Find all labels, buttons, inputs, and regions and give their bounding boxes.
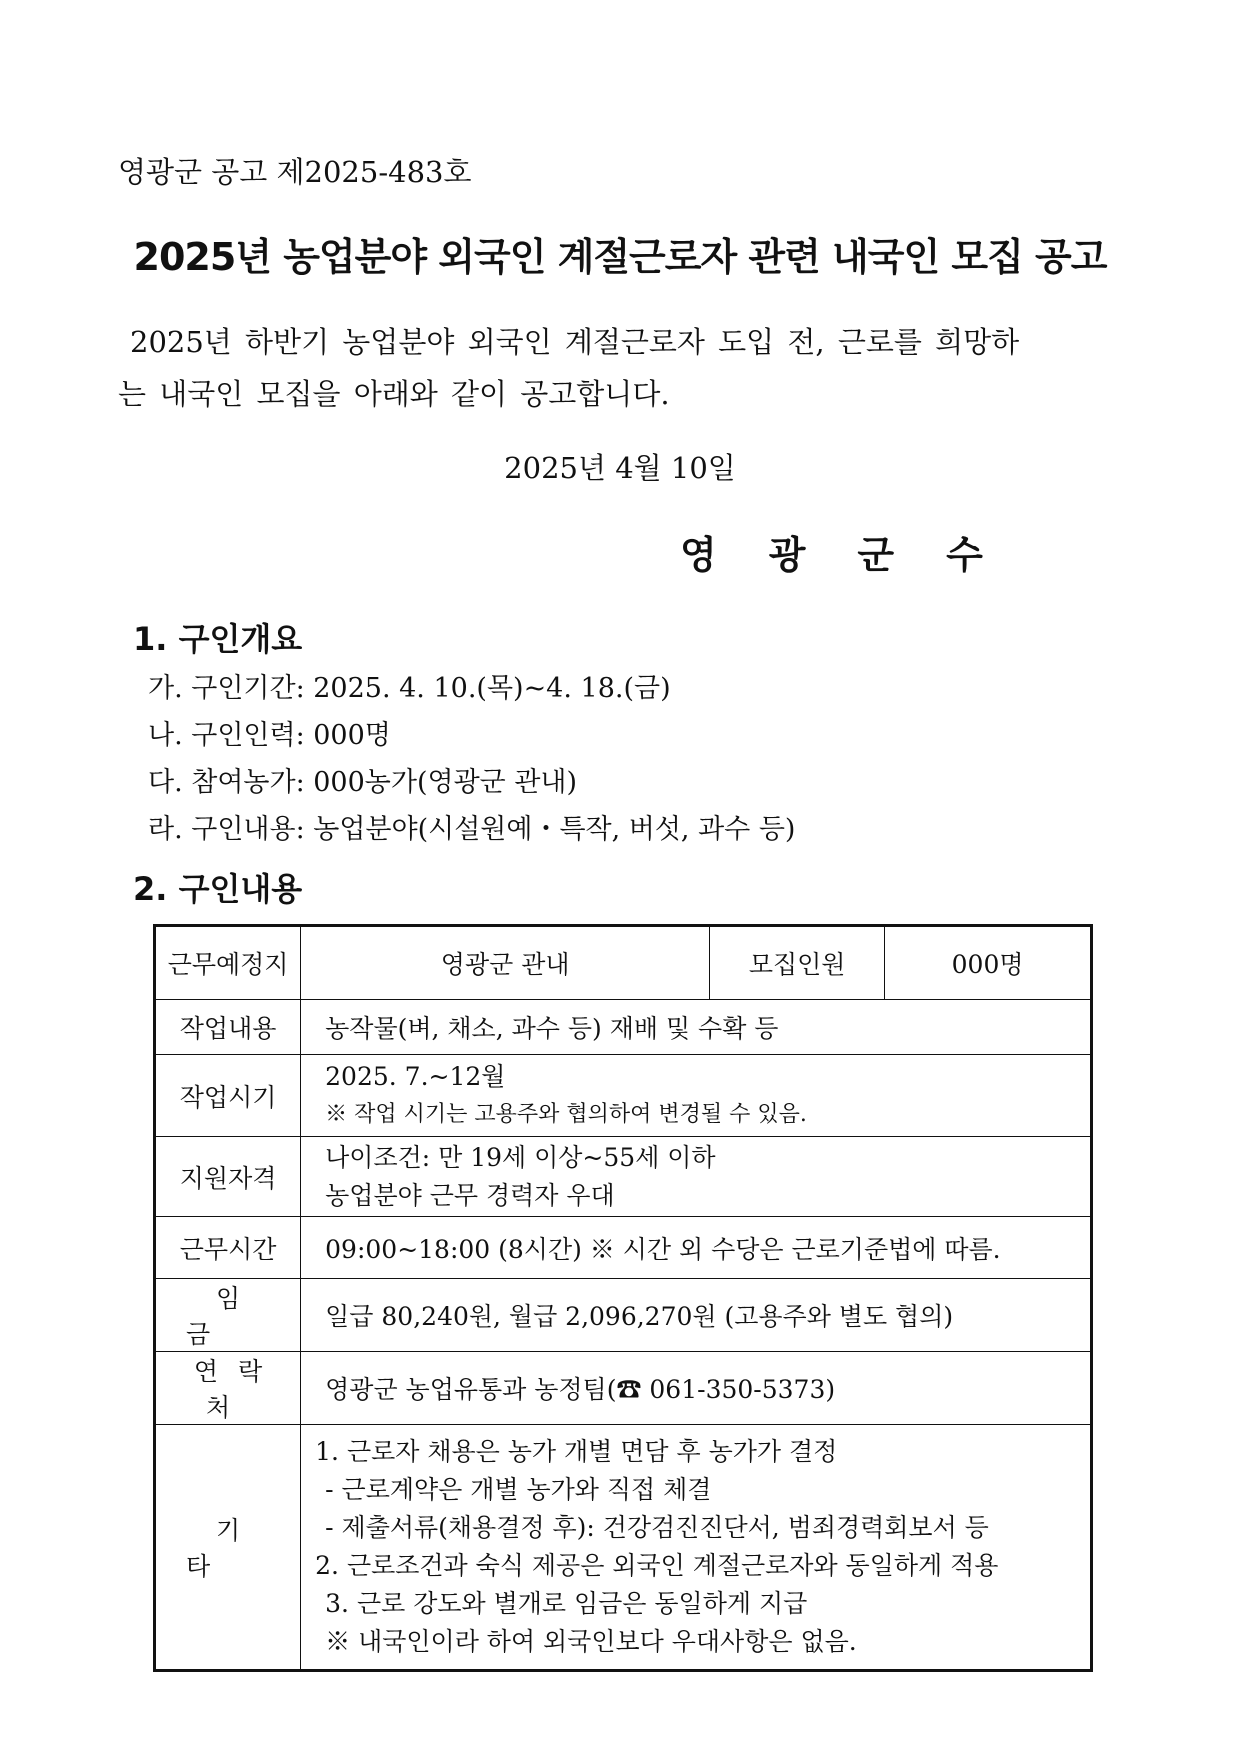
location-value: 영광군 관내 <box>301 926 710 1000</box>
table-row <box>155 1279 1092 1352</box>
work-label: 작업내용 <box>155 1000 301 1055</box>
etc-cell <box>301 1425 1092 1671</box>
table-row <box>155 1425 1092 1671</box>
notice-date: 2025년 4월 10일 <box>504 451 736 485</box>
hours-label: 근무시간 <box>155 1217 301 1279</box>
table-row <box>155 926 1092 1000</box>
period-label: 작업시기 <box>155 1055 301 1137</box>
period-value: 2025. 7.~12월 <box>325 1061 506 1091</box>
etc-line: 1. 근로자 채용은 농가 개별 면담 후 농가가 결정 <box>315 1437 838 1466</box>
table-row <box>155 1055 1092 1137</box>
wage-label: 임금 <box>155 1279 301 1352</box>
period-note: ※ 작업 시기는 고용주와 협의하여 변경될 수 있음. <box>325 1101 807 1127</box>
intro-line-1: 2025년 하반기 농업분야 외국인 계절근로자 도입 전, 근로를 희망하 <box>130 325 1020 359</box>
table-row <box>155 1352 1092 1425</box>
etc-line: - 근로계약은 개별 농가와 직접 체결 <box>325 1475 712 1504</box>
notice-number: 영광군 공고 제2025-483호 <box>118 155 472 189</box>
hours-value: 09:00~18:00 (8시간) ※ 시간 외 수당은 근로기준법에 따름. <box>301 1217 1092 1279</box>
etc-line: 3. 근로 강도와 별개로 임금은 동일하게 지급 <box>325 1589 808 1618</box>
overview-item-headcount: 나. 구인인력: 000명 <box>148 720 391 751</box>
table-row <box>155 1137 1092 1217</box>
qualification-label: 지원자격 <box>155 1137 301 1217</box>
section-1-heading: 1. 구인개요 <box>133 620 303 658</box>
table-row <box>155 1217 1092 1279</box>
etc-label: 기타 <box>155 1425 301 1671</box>
work-value: 농작물(벼, 채소, 과수 등) 재배 및 수확 등 <box>301 1000 1092 1055</box>
etc-line: 2. 근로조건과 숙식 제공은 외국인 계절근로자와 동일하게 적용 <box>315 1551 999 1580</box>
etc-line: - 제출서류(채용결정 후): 건강검진진단서, 범죄경력회보서 등 <box>325 1513 989 1542</box>
contact-value: 영광군 농업유통과 농정팀(☎ 061-350-5373) <box>301 1352 1092 1425</box>
location-label: 근무예정지 <box>155 926 301 1000</box>
overview-item-period: 가. 구인기간: 2025. 4. 10.(목)~4. 18.(금) <box>148 673 671 704</box>
signer: 영광군수 <box>680 533 1035 577</box>
wage-value: 일급 80,240원, 월급 2,096,270원 (고용주와 별도 협의) <box>301 1279 1092 1352</box>
etc-line: ※ 내국인이라 하여 외국인보다 우대사항은 없음. <box>325 1627 857 1656</box>
qualification-preference: 농업분야 근무 경력자 우대 <box>325 1180 615 1210</box>
qualification-age: 나이조건: 만 19세 이상~55세 이하 <box>325 1142 716 1172</box>
page-title: 2025년 농업분야 외국인 계절근로자 관련 내국인 모집 공고 <box>133 235 1107 279</box>
job-details-table <box>153 924 1093 1672</box>
intro-line-2: 는 내국인 모집을 아래와 같이 공고합니다. <box>118 377 670 411</box>
table-row <box>155 1000 1092 1055</box>
recruit-label: 모집인원 <box>710 926 885 1000</box>
recruit-value: 000명 <box>885 926 1092 1000</box>
qualification-cell <box>301 1137 1092 1217</box>
section-2-heading: 2. 구인내용 <box>133 870 303 908</box>
contact-label: 연락처 <box>155 1352 301 1425</box>
period-cell <box>301 1055 1092 1137</box>
overview-item-farms: 다. 참여농가: 000농가(영광군 관내) <box>148 767 578 798</box>
overview-item-content: 라. 구인내용: 농업분야(시설원예・특작, 버섯, 과수 등) <box>148 814 796 845</box>
